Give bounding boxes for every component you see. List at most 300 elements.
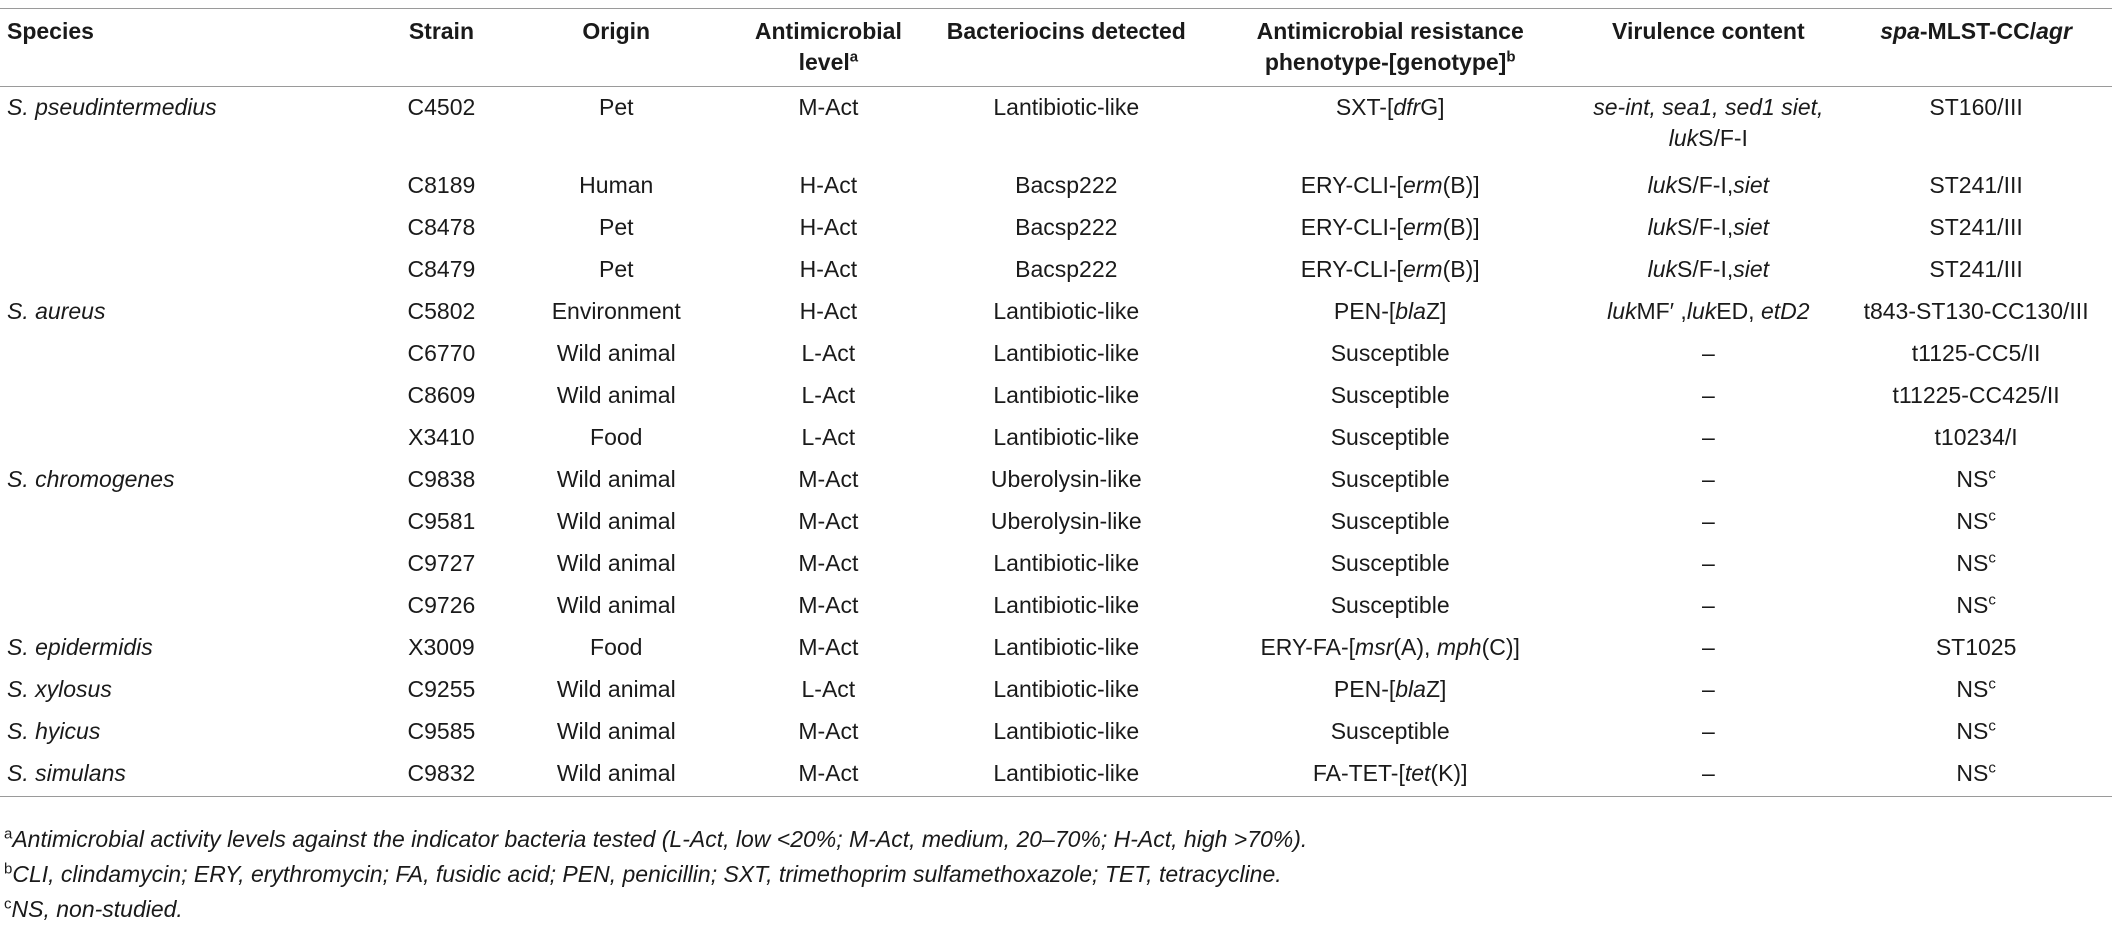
cell-species (0, 543, 378, 585)
table-row (0, 207, 2112, 249)
cell-resistance (1204, 585, 1577, 627)
cell-bacteriocins (929, 375, 1204, 417)
level-value: M-Act (798, 717, 859, 744)
footnote (4, 822, 1307, 857)
cell-bacteriocins (929, 291, 1204, 333)
mlst-value: NS (1956, 465, 1989, 492)
mlst-value: t10234/I (1934, 423, 2018, 450)
origin-value: Wild animal (556, 507, 676, 534)
header-bacteriocins: Bacteriocins detected (929, 9, 1204, 87)
cell-level (728, 333, 929, 375)
cell-mlst (1840, 375, 2112, 417)
species-name: S. simulans (7, 759, 126, 786)
cell-mlst (1840, 543, 2112, 585)
cell-resistance (1204, 375, 1577, 417)
bacteriocins-value: Lantibiotic-like (993, 549, 1140, 576)
virulence-gene-suffix: MF′ , (1636, 297, 1687, 324)
bacteriocins-value: Lantibiotic-like (993, 675, 1140, 702)
cell-strain (378, 87, 504, 165)
origin-value: Wild animal (556, 465, 676, 492)
cell-level (728, 585, 929, 627)
level-value: L-Act (801, 675, 856, 702)
cell-resistance (1204, 669, 1577, 711)
resistance-gene-suffix: Z (1425, 675, 1441, 702)
footnote (4, 857, 1307, 892)
cell-origin (504, 249, 728, 291)
cell-bacteriocins (929, 711, 1204, 753)
cell-origin (504, 417, 728, 459)
resistance-phenotype: ERY-CLI-[ (1300, 213, 1403, 240)
resistance-phenotype: SXT-[ (1335, 94, 1394, 120)
bacteriocins-value: Bacsp222 (1015, 171, 1118, 198)
cell-strain (378, 333, 504, 375)
cell-virulence (1576, 87, 1840, 165)
mlst-value: ST241/III (1929, 171, 2023, 198)
species-name: S. hyicus (7, 717, 101, 744)
footnote-marker: c (1988, 716, 1996, 734)
virulence-value: – (1701, 423, 1715, 450)
table-row (0, 459, 2112, 501)
strain-value: C8478 (407, 213, 476, 240)
mlst-value: t1125-CC5/II (1911, 339, 2041, 366)
cell-origin (504, 585, 728, 627)
cell-level (728, 291, 929, 333)
level-value: L-Act (801, 339, 856, 366)
table-row (0, 165, 2112, 207)
species-name: S. epidermidis (7, 633, 153, 660)
footnote (4, 892, 1307, 927)
level-value: L-Act (801, 423, 856, 450)
bacteriocins-value: Lantibiotic-like (993, 297, 1140, 324)
cell-level (728, 207, 929, 249)
virulence-value: – (1701, 675, 1715, 702)
resistance-phenotype: PEN-[ (1333, 297, 1396, 324)
resistance-gene: bla (1395, 297, 1426, 324)
resistance-value: Susceptible (1330, 381, 1450, 408)
cell-bacteriocins (929, 585, 1204, 627)
cell-strain (378, 249, 504, 291)
cell-strain (378, 459, 504, 501)
resistance-close: ] (1473, 213, 1480, 240)
cell-virulence (1576, 291, 1840, 333)
level-value: M-Act (798, 549, 859, 576)
virulence-value: – (1701, 759, 1715, 786)
level-value: L-Act (801, 381, 856, 408)
resistance-phenotype: ERY-FA-[ (1260, 633, 1356, 660)
resistance-close: ] (1513, 633, 1520, 660)
strain-value: C8609 (407, 381, 476, 408)
cell-bacteriocins (929, 753, 1204, 797)
bacteriocins-value: Lantibiotic-like (993, 591, 1140, 618)
cell-strain (378, 543, 504, 585)
cell-species (0, 501, 378, 543)
strain-value: C6770 (407, 339, 476, 366)
cell-origin (504, 627, 728, 669)
virulence-gene: etD2 (1760, 297, 1810, 324)
virulence-gene: luk (1647, 255, 1678, 282)
cell-resistance (1204, 207, 1577, 249)
mlst-value: NS (1956, 591, 1989, 618)
cell-strain (378, 165, 504, 207)
cell-mlst (1840, 333, 2112, 375)
cell-bacteriocins (929, 627, 1204, 669)
cell-strain (378, 627, 504, 669)
cell-resistance (1204, 543, 1577, 585)
level-value: M-Act (798, 759, 859, 786)
resistance-gene: msr (1355, 633, 1394, 660)
bacteriocins-value: Bacsp222 (1015, 255, 1118, 282)
mlst-value: NS (1956, 549, 1989, 576)
resistance-phenotype: ERY-CLI-[ (1300, 255, 1403, 282)
cell-strain (378, 669, 504, 711)
table-row (0, 669, 2112, 711)
cell-mlst (1840, 291, 2112, 333)
mlst-value: t843-ST130-CC130/III (1863, 297, 2089, 324)
footnote-marker: c (1988, 674, 1996, 692)
cell-virulence (1576, 333, 1840, 375)
cell-strain (378, 417, 504, 459)
resistance-gene: erm (1402, 213, 1443, 240)
cell-species (0, 627, 378, 669)
header-row (0, 9, 2112, 87)
virulence-value: – (1701, 549, 1715, 576)
table-row (0, 627, 2112, 669)
species-name: S. chromogenes (7, 465, 175, 492)
cell-mlst (1840, 627, 2112, 669)
cell-resistance (1204, 165, 1577, 207)
origin-value: Wild animal (556, 339, 676, 366)
cell-species (0, 417, 378, 459)
level-value: H-Act (799, 255, 858, 282)
cell-species (0, 249, 378, 291)
header-species: Species (0, 9, 378, 87)
cell-virulence (1576, 459, 1840, 501)
resistance-gene-suffix: Z (1425, 297, 1441, 324)
cell-virulence (1576, 249, 1840, 291)
bacteriocins-value: Lantibiotic-like (993, 759, 1140, 786)
cell-level (728, 459, 929, 501)
resistance-gene-suffix: (B) (1442, 255, 1474, 282)
cell-level (728, 543, 929, 585)
cell-origin (504, 333, 728, 375)
resistance-close: ] (1473, 255, 1480, 282)
resistance-value: Susceptible (1330, 507, 1450, 534)
bacteriocins-value: Lantibiotic-like (993, 633, 1140, 660)
cell-resistance (1204, 249, 1577, 291)
origin-value: Human (579, 171, 654, 198)
cell-bacteriocins (929, 669, 1204, 711)
cell-species (0, 333, 378, 375)
resistance-value: Susceptible (1330, 591, 1450, 618)
mlst-value: ST241/III (1929, 213, 2023, 240)
table-row (0, 501, 2112, 543)
virulence-gene: luk (1647, 171, 1678, 198)
resistance-close: ] (1473, 171, 1480, 198)
cell-level (728, 249, 929, 291)
virulence-gene: luk (1607, 297, 1637, 324)
footnote-marker: c (1988, 548, 1996, 566)
resistance-gene-suffix: (C) (1481, 633, 1514, 660)
cell-resistance (1204, 417, 1577, 459)
origin-value: Pet (598, 94, 634, 120)
cell-bacteriocins (929, 417, 1204, 459)
resistance-value: Susceptible (1330, 465, 1450, 492)
cell-mlst (1840, 207, 2112, 249)
cell-species (0, 165, 378, 207)
cell-virulence (1576, 501, 1840, 543)
table-row (0, 543, 2112, 585)
bacteriocins-value: Uberolysin-like (990, 507, 1142, 534)
cell-strain (378, 753, 504, 797)
cell-bacteriocins (929, 207, 1204, 249)
table-row (0, 753, 2112, 797)
cell-strain (378, 711, 504, 753)
origin-value: Food (590, 633, 643, 660)
cell-origin (504, 669, 728, 711)
resistance-value: Susceptible (1330, 423, 1450, 450)
footnote-marker: c (1988, 590, 1996, 608)
cell-mlst (1840, 501, 2112, 543)
bacteriocins-value: Lantibiotic-like (993, 94, 1140, 120)
table-row (0, 585, 2112, 627)
resistance-value: Susceptible (1330, 339, 1450, 366)
cell-virulence (1576, 375, 1840, 417)
cell-level (728, 165, 929, 207)
footnotes (4, 822, 1307, 927)
cell-virulence (1576, 585, 1840, 627)
cell-origin (504, 375, 728, 417)
origin-value: Environment (551, 297, 681, 324)
footnote-marker: b (4, 860, 13, 878)
cell-level (728, 627, 929, 669)
origin-value: Wild animal (556, 675, 676, 702)
virulence-value: – (1701, 339, 1715, 366)
origin-value: Wild animal (556, 591, 676, 618)
resistance-close: ] (1440, 297, 1447, 324)
mlst-value: ST241/III (1929, 255, 2023, 282)
resistance-gene-suffix: (K) (1430, 759, 1462, 786)
cell-resistance (1204, 87, 1577, 165)
cell-strain (378, 291, 504, 333)
cell-virulence (1576, 417, 1840, 459)
bacteriocins-value: Lantibiotic-like (993, 381, 1140, 408)
footnote-marker: c (1988, 758, 1996, 776)
table-row (0, 291, 2112, 333)
resistance-close: ] (1461, 759, 1468, 786)
table-row (0, 249, 2112, 291)
header-virulence: Virulence content (1576, 9, 1840, 87)
resistance-gene: bla (1395, 675, 1426, 702)
cell-mlst (1840, 459, 2112, 501)
cell-origin (504, 165, 728, 207)
resistance-gene-suffix: (B) (1442, 213, 1474, 240)
table-body (0, 87, 2112, 797)
strain-value: C9581 (407, 507, 476, 534)
level-value: H-Act (799, 171, 858, 198)
table-row (0, 333, 2112, 375)
cell-species (0, 87, 378, 165)
cell-mlst (1840, 711, 2112, 753)
table-row (0, 417, 2112, 459)
footnote-text: CLI, clindamycin; ERY, erythromycin; FA, fusidic acid; PEN, penicillin; SXT, trimethoprim sulfamethoxazole; TET, tetracycline. (12, 861, 1282, 887)
virulence-value: – (1701, 507, 1715, 534)
strain-value: C5802 (407, 297, 476, 324)
cell-mlst (1840, 753, 2112, 797)
cell-bacteriocins (929, 87, 1204, 165)
mlst-value: NS (1956, 675, 1989, 702)
bacteriocins-value: Lantibiotic-like (993, 423, 1140, 450)
mlst-value: NS (1956, 759, 1989, 786)
virulence-value: – (1701, 465, 1715, 492)
cell-origin (504, 459, 728, 501)
bacteriocins-value: Lantibiotic-like (993, 717, 1140, 744)
strain-value: C9255 (407, 675, 476, 702)
cell-bacteriocins (929, 249, 1204, 291)
cell-virulence (1576, 669, 1840, 711)
cell-species (0, 753, 378, 797)
cell-strain (378, 375, 504, 417)
cell-species (0, 291, 378, 333)
header-resistance: Antimicrobial resistance phenotype-[genotype]$^b$ (1204, 9, 1577, 87)
origin-value: Wild animal (556, 381, 676, 408)
results-table (0, 8, 2112, 797)
strain-value: X3410 (408, 423, 475, 450)
virulence-gene: siet (1733, 213, 1770, 240)
level-value: H-Act (799, 297, 858, 324)
mlst-value: NS (1956, 507, 1989, 534)
cell-origin (504, 291, 728, 333)
level-value: M-Act (798, 465, 859, 492)
cell-strain (378, 585, 504, 627)
bacteriocins-value: Lantibiotic-like (993, 339, 1140, 366)
bacteriocins-value: Uberolysin-like (990, 465, 1142, 492)
strain-value: X3009 (408, 633, 475, 660)
level-value: H-Act (799, 213, 858, 240)
strain-value: C9727 (407, 549, 476, 576)
cell-virulence (1576, 753, 1840, 797)
footnote-marker: c (1988, 464, 1996, 482)
virulence-gene-suffix: S/F-I, (1677, 171, 1734, 198)
footnote-text: Antimicrobial activity levels against the indicator bacteria tested (L-Act, low <20%; M-Act, medium, 20–70%; H-Act, high >70%). (12, 826, 1308, 852)
cell-resistance (1204, 627, 1577, 669)
virulence-gene-suffix: S/F-I, (1677, 255, 1734, 282)
cell-species (0, 459, 378, 501)
strain-value: C4502 (407, 94, 476, 120)
cell-resistance (1204, 753, 1577, 797)
cell-mlst (1840, 417, 2112, 459)
virulence-value: – (1701, 591, 1715, 618)
origin-value: Wild animal (556, 717, 676, 744)
cell-level (728, 417, 929, 459)
strain-value: C8189 (407, 171, 476, 198)
virulence-gene: siet (1733, 171, 1770, 198)
origin-value: Pet (598, 255, 634, 282)
cell-mlst (1840, 165, 2112, 207)
mlst-value: ST160/III (1929, 94, 2023, 120)
cell-strain (378, 207, 504, 249)
cell-origin (504, 501, 728, 543)
cell-species (0, 207, 378, 249)
cell-mlst (1840, 87, 2112, 165)
header-antimicrobial-level: Antimicrobial level$^a$ (728, 9, 929, 87)
resistance-close: ] (1440, 675, 1447, 702)
virulence-gene-suffix: ED, (1716, 297, 1761, 324)
table-row (0, 87, 2112, 165)
cell-resistance (1204, 501, 1577, 543)
header-mlst: spa-MLST-CC/agr (1840, 9, 2112, 87)
virulence-gene: luk (1686, 297, 1717, 324)
cell-virulence (1576, 711, 1840, 753)
resistance-close: ] (1438, 94, 1445, 120)
strain-value: C9838 (407, 465, 476, 492)
level-value: M-Act (798, 507, 859, 534)
cell-origin (504, 87, 728, 165)
cell-level (728, 375, 929, 417)
cell-origin (504, 753, 728, 797)
footnote-text: NS, non-studied. (11, 896, 183, 922)
cell-bacteriocins (929, 333, 1204, 375)
origin-value: Wild animal (556, 759, 676, 786)
cell-species (0, 711, 378, 753)
cell-virulence (1576, 543, 1840, 585)
resistance-gene-suffix: G (1420, 94, 1439, 120)
resistance-value: Susceptible (1330, 717, 1450, 744)
cell-bacteriocins (929, 165, 1204, 207)
resistance-gene: erm (1402, 255, 1443, 282)
mlst-value: NS (1956, 717, 1989, 744)
footnote-marker: c (1988, 506, 1996, 524)
resistance-gene: dfr (1393, 94, 1421, 120)
cell-resistance (1204, 291, 1577, 333)
cell-strain (378, 501, 504, 543)
cell-origin (504, 207, 728, 249)
species-name: S. xylosus (7, 675, 112, 702)
cell-resistance (1204, 711, 1577, 753)
table-row (0, 375, 2112, 417)
strain-value: C9726 (407, 591, 476, 618)
cell-resistance (1204, 333, 1577, 375)
cell-bacteriocins (929, 543, 1204, 585)
species-name: S. pseudintermedius (7, 94, 217, 120)
cell-mlst (1840, 669, 2112, 711)
virulence-gene: luk (1668, 125, 1699, 151)
cell-resistance (1204, 459, 1577, 501)
cell-species (0, 585, 378, 627)
resistance-gene: tet (1404, 759, 1431, 786)
resistance-phenotype: PEN-[ (1333, 675, 1396, 702)
table-row (0, 711, 2112, 753)
virulence-gene: siet (1733, 255, 1770, 282)
resistance-value: Susceptible (1330, 549, 1450, 576)
strain-value: C9585 (407, 717, 476, 744)
cell-level (728, 87, 929, 165)
header-origin: Origin (504, 9, 728, 87)
level-value: M-Act (798, 94, 859, 120)
cell-virulence (1576, 165, 1840, 207)
cell-level (728, 501, 929, 543)
origin-value: Pet (598, 213, 634, 240)
cell-origin (504, 543, 728, 585)
resistance-phenotype: ERY-CLI-[ (1300, 171, 1403, 198)
virulence-value: – (1701, 717, 1715, 744)
strain-value: C9832 (407, 759, 476, 786)
footnote-marker: a (4, 825, 13, 843)
header-strain: Strain (378, 9, 504, 87)
level-value: M-Act (798, 591, 859, 618)
cell-mlst (1840, 249, 2112, 291)
origin-value: Food (590, 423, 643, 450)
cell-level (728, 753, 929, 797)
